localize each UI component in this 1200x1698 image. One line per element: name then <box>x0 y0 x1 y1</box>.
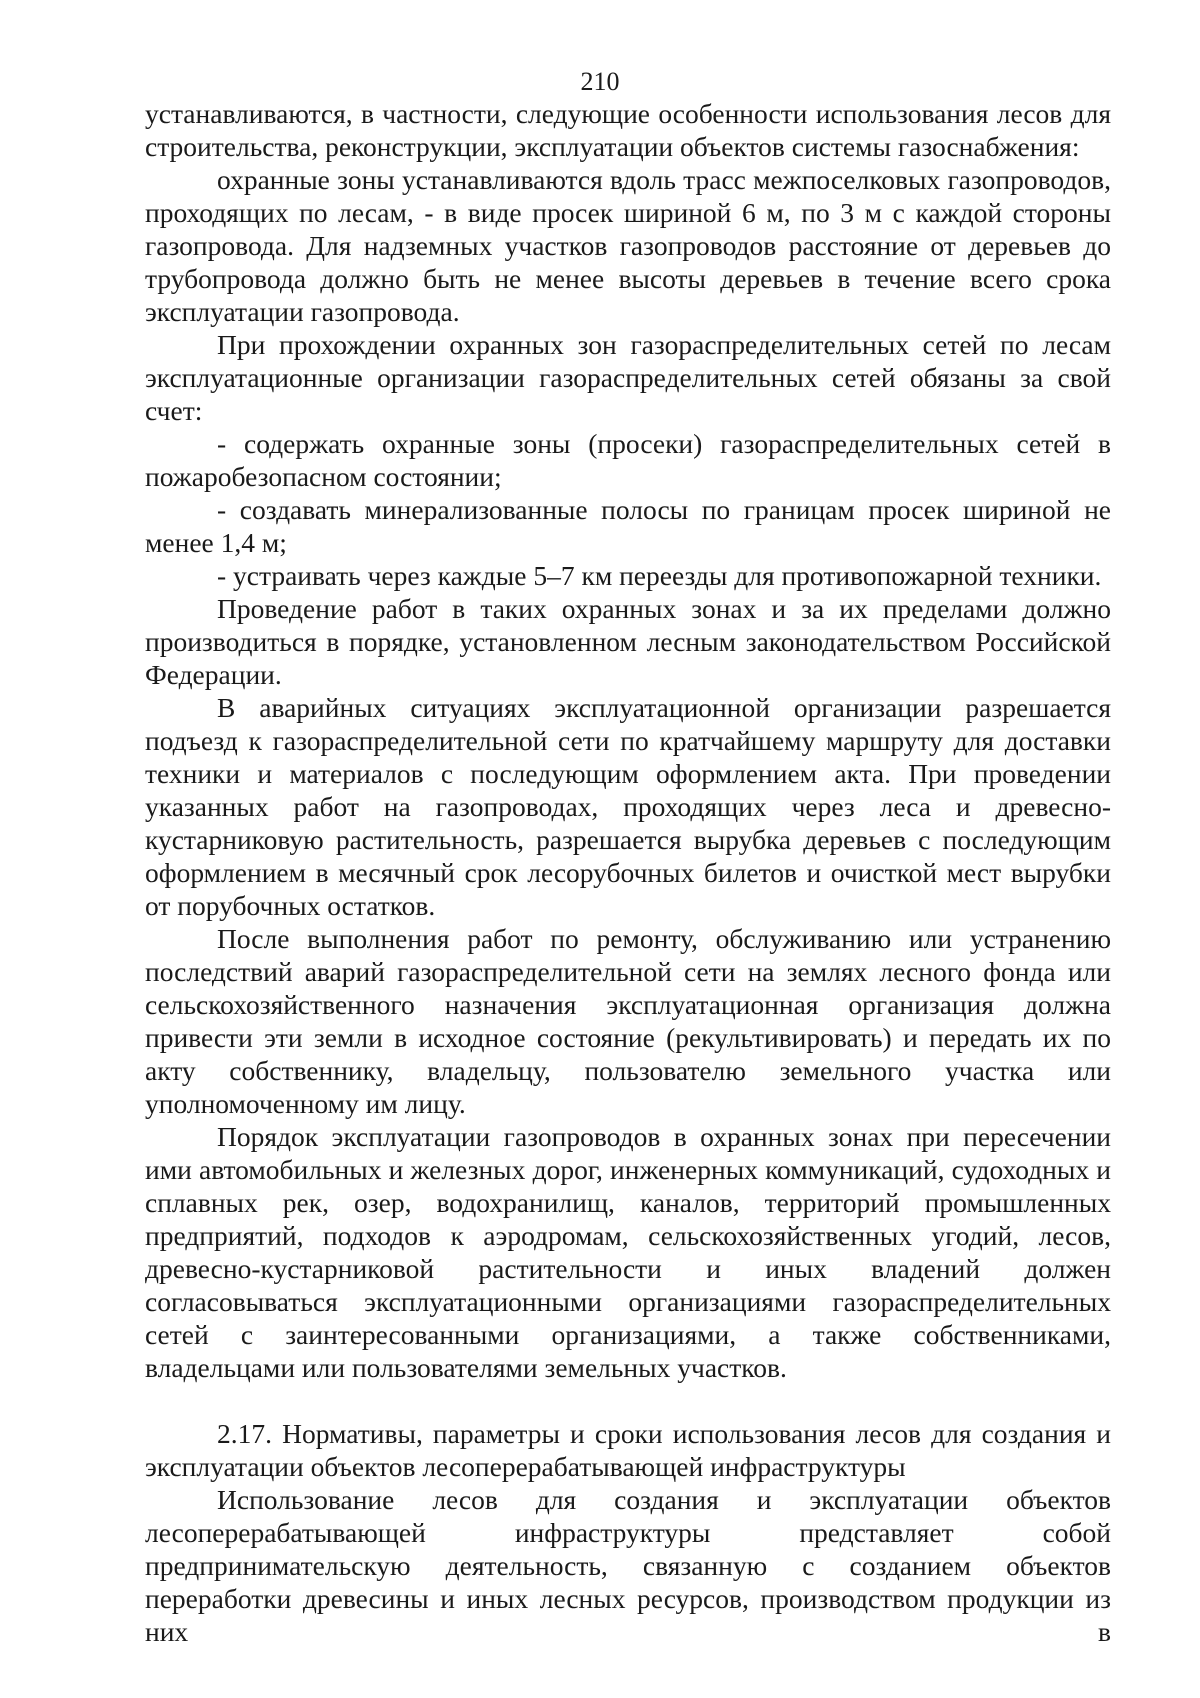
list-item-crossings: - устраивать через каждые 5–7 км переезды для противопожарной техники. <box>217 560 1102 591</box>
page-number: 210 <box>580 67 620 96</box>
paragraph-operator-obligations: При прохождении охранных зон газораспределительных сетей по лесам эксплуатационные организации газораспределительных сетей обязаны за свой счет: <box>145 329 1111 426</box>
paragraph-intro: устанавливаются, в частности, следующие особенности использования лесов для строительства, реконструкции, эксплуатации объектов системы газоснабжения: <box>145 98 1111 162</box>
section-heading: 2.17. Нормативы, параметры и сроки использования лесов для создания и эксплуатации объектов лесоперерабатывающей инфраструктуры <box>145 1418 1111 1482</box>
paragraph-protection-zones: охранные зоны устанавливаются вдоль трасс межпоселковых газопроводов, проходящих по лесам, - в виде просек шириной 6 м, по 3 м с каждой стороны газопровода. Для надземных участков газопроводов расстояние от деревьев до трубопровода должно быть не менее высоты деревьев в течение всего срока эксплуатации газопровода. <box>145 164 1111 327</box>
paragraph-crossing-procedure: Порядок эксплуатации газопроводов в охранных зонах при пересечении ими автомобильных и железных дорог, инженерных коммуникаций, судоходных и сплавных рек, озер, водохранилищ, каналов, территорий промышленных предприятий, подходов к аэродромам, сельскохозяйственных угодий, лесов, древесно-кустарниковой растительности и иных владений должен согласовываться эксплуатационными организациями газораспределительных сетей с заинтересованными организациями, а также собственниками, владельцами или пользователями земельных участков. <box>145 1121 1111 1383</box>
section-spacer <box>145 1384 1111 1417</box>
section-paragraph: Использование лесов для создания и эксплуатации объектов лесоперерабатывающей инфраструктуры представляет собой предпринимательскую деятельность, связанную с созданием объектов переработки древесины и иных лесных ресурсов, производством продукции из них в <box>145 1484 1111 1647</box>
list-item-maintain-zones: - содержать охранные зоны (просеки) газораспределительных сетей в пожаробезопасном состоянии; <box>145 428 1111 492</box>
paragraph-restoration: После выполнения работ по ремонту, обслуживанию или устранению последствий аварий газораспределительной сети на землях лесного фонда или сельскохозяйственного назначения эксплуатационная организация должна привести эти земли в исходное состояние (рекультивировать) и передать их по акту собственнику, владельцу, пользователю земельного участка или уполномоченному им лицу. <box>145 923 1111 1119</box>
paragraph-emergency: В аварийных ситуациях эксплуатационной организации разрешается подъезд к газораспределительной сети по кратчайшему маршруту для доставки техники и материалов с последующим оформлением акта. При проведении указанных работ на газопроводах, проходящих через леса и древесно-кустарниковую растительность, разрешается вырубка деревьев с последующим оформлением в месячный срок лесорубочных билетов и очисткой мест вырубки от порубочных остатков. <box>145 692 1111 921</box>
list-item-mineralized-strips: - создавать минерализованные полосы по границам просек шириной не менее 1,4 м; <box>145 494 1111 558</box>
document-body <box>145 97 1111 1648</box>
paragraph-works-procedure: Проведение работ в таких охранных зонах и за их пределами должно производиться в порядке, установленном лесным законодательством Российской Федерации. <box>145 593 1111 690</box>
